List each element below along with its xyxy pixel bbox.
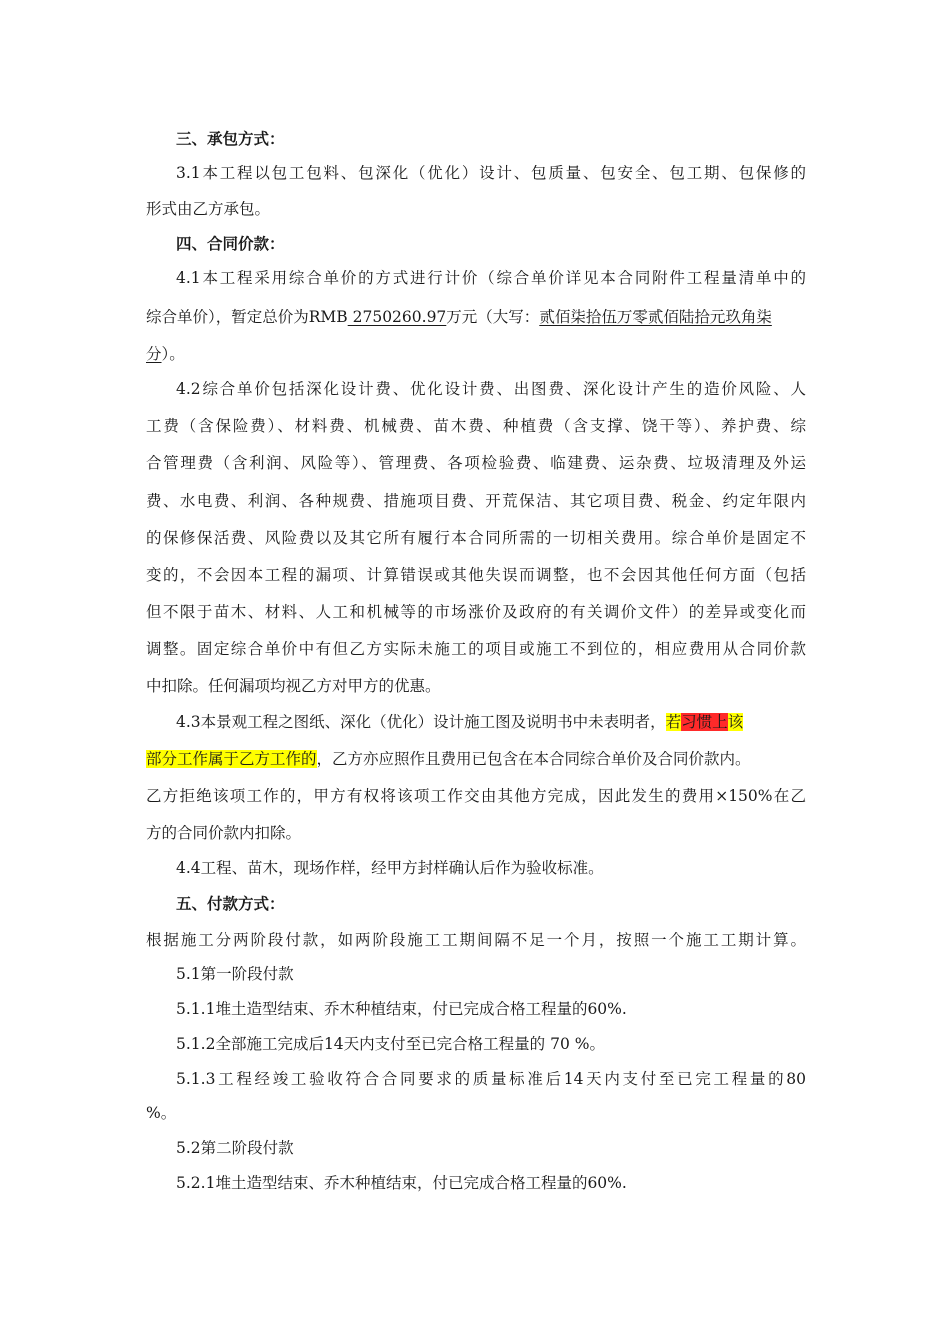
clause-4-3-text-b: ，乙方亦应照作且费用已包含在本合同综合单价及合同价款内。 [316, 750, 751, 768]
clause-4-1-line-2 [146, 307, 772, 327]
clause-4-1-text-a: 综合单价），暂定总价为RMB [146, 308, 348, 326]
clause-4-3-line-1 [176, 712, 743, 732]
section-4-heading: 四、合同价款： [176, 235, 285, 253]
clause-3-1-line-2: 形式由乙方承包。 [146, 200, 271, 218]
clause-4-3-text-a: 4.3本景观工程之图纸、深化（优化）设计施工图及说明书中未表明者， [176, 713, 666, 731]
clause-5-1-2: 5.1.2全部施工完成后14天内支付至已完合格工程量的 70 %。 [176, 1035, 605, 1053]
highlighted-text: 部分工作属于乙方工作的 [146, 750, 317, 768]
clause-4-2-line-3: 合管理费（含利润、风险等）、管理费、各项检验费、临建费、运杂费、垃圾清理及外运 [146, 454, 806, 472]
clause-5-1: 5.1第一阶段付款 [176, 965, 294, 983]
highlighted-text: 该 [727, 713, 744, 731]
clause-4-2-line-2: 工费（含保险费）、材料费、机械费、苗木费、种植费（含支撑、饶干等）、养护费、综 [146, 417, 806, 435]
clause-4-4: 4.4工程、苗木，现场作样，经甲方封样确认后作为验收标准。 [176, 859, 604, 877]
red-highlighted-text: 习惯上 [681, 713, 728, 731]
clause-4-3-line-3: 乙方拒绝该项工作的，甲方有权将该项工作交由其他方完成，因此发生的费用×150%在乙 [146, 787, 806, 805]
payment-intro: 根据施工分两阶段付款，如两阶段施工工期间隔不足一个月，按照一个施工工期计算。 [146, 931, 806, 949]
clause-4-1-line-3 [146, 344, 185, 364]
clause-5-1-3-line-1: 5.1.3工程经竣工验收符合合同要求的质量标准后14天内支付至已完工程量的80 [176, 1070, 806, 1088]
clause-4-2-line-6: 变的，不会因本工程的漏项、计算错误或其他失误而调整，也不会因其他任何方面（包括 [146, 566, 806, 584]
clause-4-2-line-5: 的保修保活费、风险费以及其它所有履行本合同所需的一切相关费用。综合单价是固定不 [146, 529, 806, 547]
clause-4-2-line-1: 4.2综合单价包括深化设计费、优化设计费、出图费、深化设计产生的造价风险、人 [176, 380, 806, 398]
clause-5-2: 5.2第二阶段付款 [176, 1139, 294, 1157]
clause-5-1-3-line-2: %。 [146, 1104, 177, 1122]
clause-3-1-line-1: 3.1本工程以包工包料、包深化（优化）设计、包质量、包安全、包工期、包保修的 [176, 164, 806, 182]
contract-amount-in-words-end: 分 [146, 345, 162, 363]
clause-5-2-1: 5.2.1堆土造型结束、乔木种植结束，付已完成合格工程量的60%. [176, 1174, 627, 1192]
clause-4-2-line-4: 费、水电费、利润、各种规费、措施项目费、开荒保洁、其它项目费、税金、约定年限内 [146, 492, 806, 510]
section-3-heading: 三、承包方式： [176, 130, 285, 148]
clause-4-3-line-4: 方的合同价款内扣除。 [146, 824, 302, 842]
clause-5-1-1: 5.1.1堆土造型结束、乔木种植结束，付已完成合格工程量的60%. [176, 1000, 627, 1018]
contract-amount-in-words: 贰佰柒拾伍万零贰佰陆拾元玖角柒 [539, 308, 772, 326]
section-5-heading: 五、付款方式： [176, 895, 285, 913]
clause-4-1-text-b: 万元（大写： [446, 308, 540, 326]
clause-4-2-line-7: 但不限于苗木、材料、人工和机械等的市场涨价及政府的有关调价文件）的差异或变化而 [146, 603, 806, 621]
clause-4-2-line-8: 调整。固定综合单价中有但乙方实际未施工的项目或施工不到位的，相应费用从合同价款 [146, 640, 806, 658]
clause-4-1-text-c: ）。 [161, 345, 185, 363]
contract-total-amount: 2750260.97 [347, 308, 447, 326]
highlighted-text: 若 [665, 713, 682, 731]
clause-4-3-line-2 [146, 749, 751, 769]
clause-4-1-line-1: 4.1本工程采用综合单价的方式进行计价（综合单价详见本合同附件工程量清单中的 [176, 269, 806, 287]
clause-4-2-line-9: 中扣除。任何漏项均视乙方对甲方的优惠。 [146, 677, 441, 695]
